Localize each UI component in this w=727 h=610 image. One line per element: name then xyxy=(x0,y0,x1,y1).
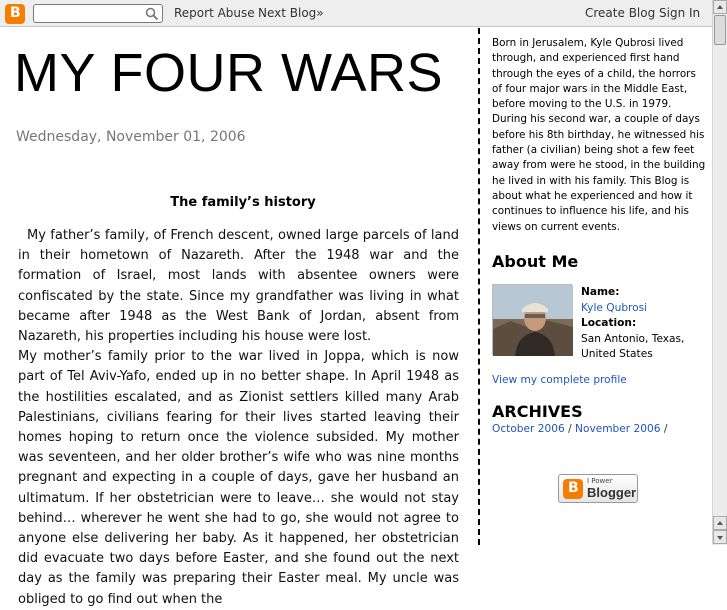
archive-link-november-2006[interactable]: November 2006 xyxy=(575,423,661,435)
profile-details xyxy=(581,285,701,363)
name-label: Name: xyxy=(581,286,620,298)
post-body xyxy=(18,226,459,610)
scroll-down-button[interactable] xyxy=(713,530,727,544)
blogger-logo-icon[interactable]: B xyxy=(5,4,25,24)
view-complete-profile-link[interactable]: View my complete profile xyxy=(492,374,627,386)
search-icon[interactable] xyxy=(145,7,159,21)
arrow-up-icon xyxy=(717,5,723,9)
navbar-search-input[interactable] xyxy=(37,6,145,21)
create-blog-link[interactable]: Create Blog xyxy=(585,6,656,20)
post-date: Wednesday, November 01, 2006 xyxy=(16,129,246,145)
location-value: San Antonio, Texas, United States xyxy=(581,332,685,360)
profile-name-link[interactable]: Kyle Qubrosi xyxy=(581,301,648,314)
profile-avatar[interactable] xyxy=(492,284,572,355)
about-me-heading: About Me xyxy=(492,252,579,271)
vertical-scrollbar[interactable] xyxy=(712,0,727,545)
scroll-up-button[interactable] xyxy=(713,0,727,14)
scrollbar-thumb[interactable] xyxy=(714,15,726,45)
archives-list xyxy=(492,423,667,435)
navbar-search-box xyxy=(33,4,163,23)
profile-photo-icon xyxy=(493,285,573,356)
next-blog-link[interactable]: Next Blog» xyxy=(258,6,324,20)
sign-in-link[interactable]: Sign In xyxy=(659,6,701,20)
report-abuse-link[interactable]: Report Abuse xyxy=(174,6,255,20)
badge-small-text: I Power xyxy=(587,477,613,485)
blogger-badge-icon: B xyxy=(563,479,583,499)
location-label: Location: xyxy=(581,317,637,329)
arrow-down-icon xyxy=(717,536,723,540)
post-paragraph: My mother’s family prior to the war lived in Joppa, which is now part of Tel Aviv-Yafo, ended up in no better shape. In April 1948 as the hostilities escalated, and as Zionist settlers killed many Arab Palestinians, civilians fearing for their lives started leaving their homes hoping to return once the violence subsided. My mother was seventeen, and her older brother’s wife who was nine months pregnant and expecting in a couple of days, gave her husband an ultimatum. If her obstetrician were to leave… she would not stay behind… wherever he went she had to go, she would not agree to anyone else delivering her baby. As it happened, her obstetrician did evacuate two days before Easter, and she found out the next day as the family was preparing their Easter meal. My uncle was obliged to go find out when the xyxy=(18,349,459,607)
archive-separator: / xyxy=(564,423,576,435)
archives-heading: ARCHIVES xyxy=(492,402,583,421)
main-column xyxy=(0,28,478,607)
scroll-up-button-lower[interactable] xyxy=(713,516,727,530)
badge-big-text: Blogger xyxy=(587,485,637,500)
powered-by-blogger-badge[interactable] xyxy=(558,474,638,503)
column-divider xyxy=(478,28,480,545)
blog-title[interactable]: MY FOUR WARS xyxy=(14,43,444,103)
blog-description: Born in Jerusalem, Kyle Qubrosi lived through, and experienced first hand through the eyes of a child, the horrors of four major wars in the Middle East, before moving to the U.S. in 1979. During his second war, a couple of days before his 8th birthday, he witnessed his father (a civilian) being shot a few feet away from were he stood, in the building he lived in with his family. This Blog is about what he experienced and how it continues to influence his life, and his views on current events. xyxy=(492,37,706,233)
blogger-navbar xyxy=(0,0,712,27)
arrow-up-icon xyxy=(717,521,723,525)
post-title: The family’s history xyxy=(170,195,316,210)
sidebar xyxy=(492,36,707,500)
post-paragraph: My father’s family, of French descent, owned large parcels of land in their hometown of Nazareth. After the 1948 war and the formation of Israel, most lands with absentee owners were confiscated by the state. Since my grandfather was living in what became after 1948 as the West Bank of Jordan, absent from Nazareth, his properties including his house were lost. xyxy=(18,228,459,345)
archive-separator: / xyxy=(660,423,668,435)
archive-link-october-2006[interactable]: October 2006 xyxy=(492,423,565,435)
